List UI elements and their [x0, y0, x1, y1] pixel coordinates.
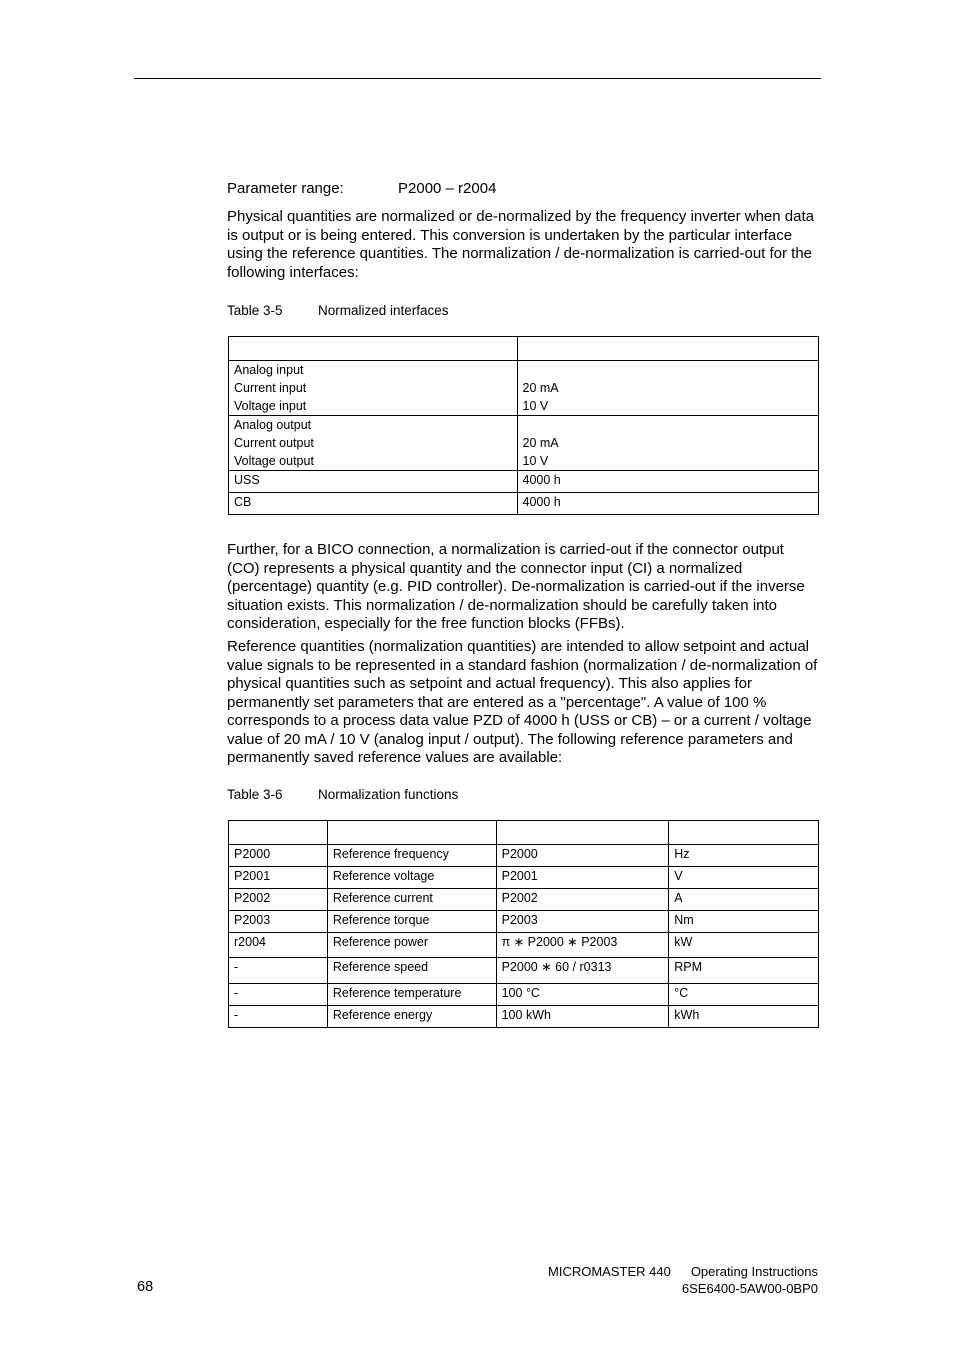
table2-caption — [227, 787, 458, 803]
header-cell — [327, 821, 496, 845]
bico-paragraph: Further, for a BICO connection, a normalization is carried-out if the connector output (CO) represents a physical quantity and the connector input (CI) a normalized (percentage) quantity (e.g. PID controller). De-normalization is carried-out if the inverse situation exists. This normalization / de-normalization should be carefully taken into consideration, especially for the free function blocks (FFBs). — [227, 541, 805, 632]
reference-paragraph: Reference quantities (normalization quantities) are intended to allow setpoint and actual value signals to be represented in a standard fashion (normalization / de-normalization of physical quantities such as setpoint and actual frequency). This also applies for permanently set parameters that are entered as a "percentage". A value of 100 % corresponds to a process data value PZD of 4000 h (USS or CB) – or a current / voltage value of 20 mA / 10 V (analog input / output). The following reference parameters and permanently saved reference values are available: — [227, 638, 818, 766]
footer-doc-type: Operating Instructions — [690, 1264, 818, 1279]
page-number: 68 — [137, 1279, 154, 1295]
table-row — [229, 493, 819, 515]
table-cell: π ∗ P2000 ∗ P2003 — [496, 933, 669, 958]
table-row — [229, 416, 819, 471]
table-header-row — [229, 821, 819, 845]
header-cell — [517, 337, 818, 361]
table-cell: P2000 — [229, 845, 328, 867]
header-rule — [134, 78, 821, 79]
table-cell: Reference current — [327, 889, 496, 911]
table-cell: P2002 — [496, 889, 669, 911]
cell-line: Voltage output — [234, 454, 314, 468]
header-cell — [496, 821, 669, 845]
table-cell — [229, 361, 518, 416]
table-header-row — [229, 337, 819, 361]
footer-order-number: 6SE6400-5AW00-0BP0 — [681, 1281, 818, 1296]
cell-line: 20 mA — [522, 381, 559, 395]
table-cell: P2003 — [229, 911, 328, 933]
table-row — [229, 845, 819, 867]
table-cell: - — [229, 958, 328, 984]
table1-title: Normalized interfaces — [318, 303, 449, 318]
table1-number: Table 3-5 — [227, 303, 283, 318]
normalization-functions-table — [228, 820, 819, 1028]
table-cell: 100 °C — [496, 984, 669, 1006]
table-cell: Reference voltage — [327, 867, 496, 889]
cell-line — [523, 361, 813, 379]
table-cell: - — [229, 1006, 328, 1028]
table-cell: kW — [669, 933, 819, 958]
cell-line: Current input — [234, 381, 307, 395]
table-cell: Reference power — [327, 933, 496, 958]
table-cell: USS — [229, 471, 518, 493]
table-cell: Reference frequency — [327, 845, 496, 867]
table-row — [229, 958, 819, 984]
footer-product: MICROMASTER 440 — [548, 1264, 671, 1279]
table-cell: P2000 ∗ 60 / r0313 — [496, 958, 669, 984]
cell-line: Voltage input — [234, 399, 307, 413]
table-row — [229, 471, 819, 493]
parameter-range — [227, 180, 496, 198]
table-cell: Reference speed — [327, 958, 496, 984]
table-cell: Reference torque — [327, 911, 496, 933]
table-cell: r2004 — [229, 933, 328, 958]
parameter-range-label: Parameter range: — [227, 180, 344, 197]
table-cell: °C — [669, 984, 819, 1006]
table-row — [229, 889, 819, 911]
table1-caption — [227, 303, 449, 319]
table-cell: 100 kWh — [496, 1006, 669, 1028]
cell-line: 10 V — [522, 454, 549, 468]
header-cell — [229, 821, 328, 845]
header-cell — [669, 821, 819, 845]
table-cell — [229, 416, 518, 471]
table-cell — [517, 361, 818, 416]
table-cell: P2001 — [496, 867, 669, 889]
cell-line: Analog output — [234, 418, 312, 432]
table-row — [229, 911, 819, 933]
table-cell: kWh — [669, 1006, 819, 1028]
table-row — [229, 933, 819, 958]
table-row — [229, 867, 819, 889]
table-cell — [517, 416, 818, 471]
table-cell: Reference energy — [327, 1006, 496, 1028]
table-cell: P2002 — [229, 889, 328, 911]
table-cell: Nm — [669, 911, 819, 933]
table-cell: Hz — [669, 845, 819, 867]
table-row — [229, 984, 819, 1006]
table-cell: P2003 — [496, 911, 669, 933]
normalized-interfaces-table — [228, 336, 819, 515]
table-cell: V — [669, 867, 819, 889]
table-cell: - — [229, 984, 328, 1006]
parameter-range-value: P2000 – r2004 — [398, 180, 497, 197]
cell-line: 10 V — [522, 399, 549, 413]
table-row — [229, 1006, 819, 1028]
cell-line — [523, 416, 813, 434]
table-cell: P2001 — [229, 867, 328, 889]
intro-paragraph: Physical quantities are normalized or de-normalized by the frequency inverter when data is output or is being entered. This conversion is undertaken by the particular interface using the reference quantities. The normalization / de-normalization is carried-out for the following interfaces: — [227, 208, 814, 281]
table-cell: CB — [229, 493, 518, 515]
table-cell: A — [669, 889, 819, 911]
table-row — [229, 361, 819, 416]
table-cell: Reference temperature — [327, 984, 496, 1006]
table2-body — [229, 845, 819, 1028]
table-cell: 4000 h — [517, 471, 818, 493]
footer-info — [548, 1263, 818, 1297]
table-cell: 4000 h — [517, 493, 818, 515]
cell-line: Analog input — [234, 363, 304, 377]
header-cell — [229, 337, 518, 361]
table-cell: P2000 — [496, 845, 669, 867]
table-cell: RPM — [669, 958, 819, 984]
table2-title: Normalization functions — [318, 787, 459, 802]
cell-line: Current output — [234, 436, 314, 450]
cell-line: 20 mA — [522, 436, 559, 450]
table2-number: Table 3-6 — [227, 787, 283, 802]
